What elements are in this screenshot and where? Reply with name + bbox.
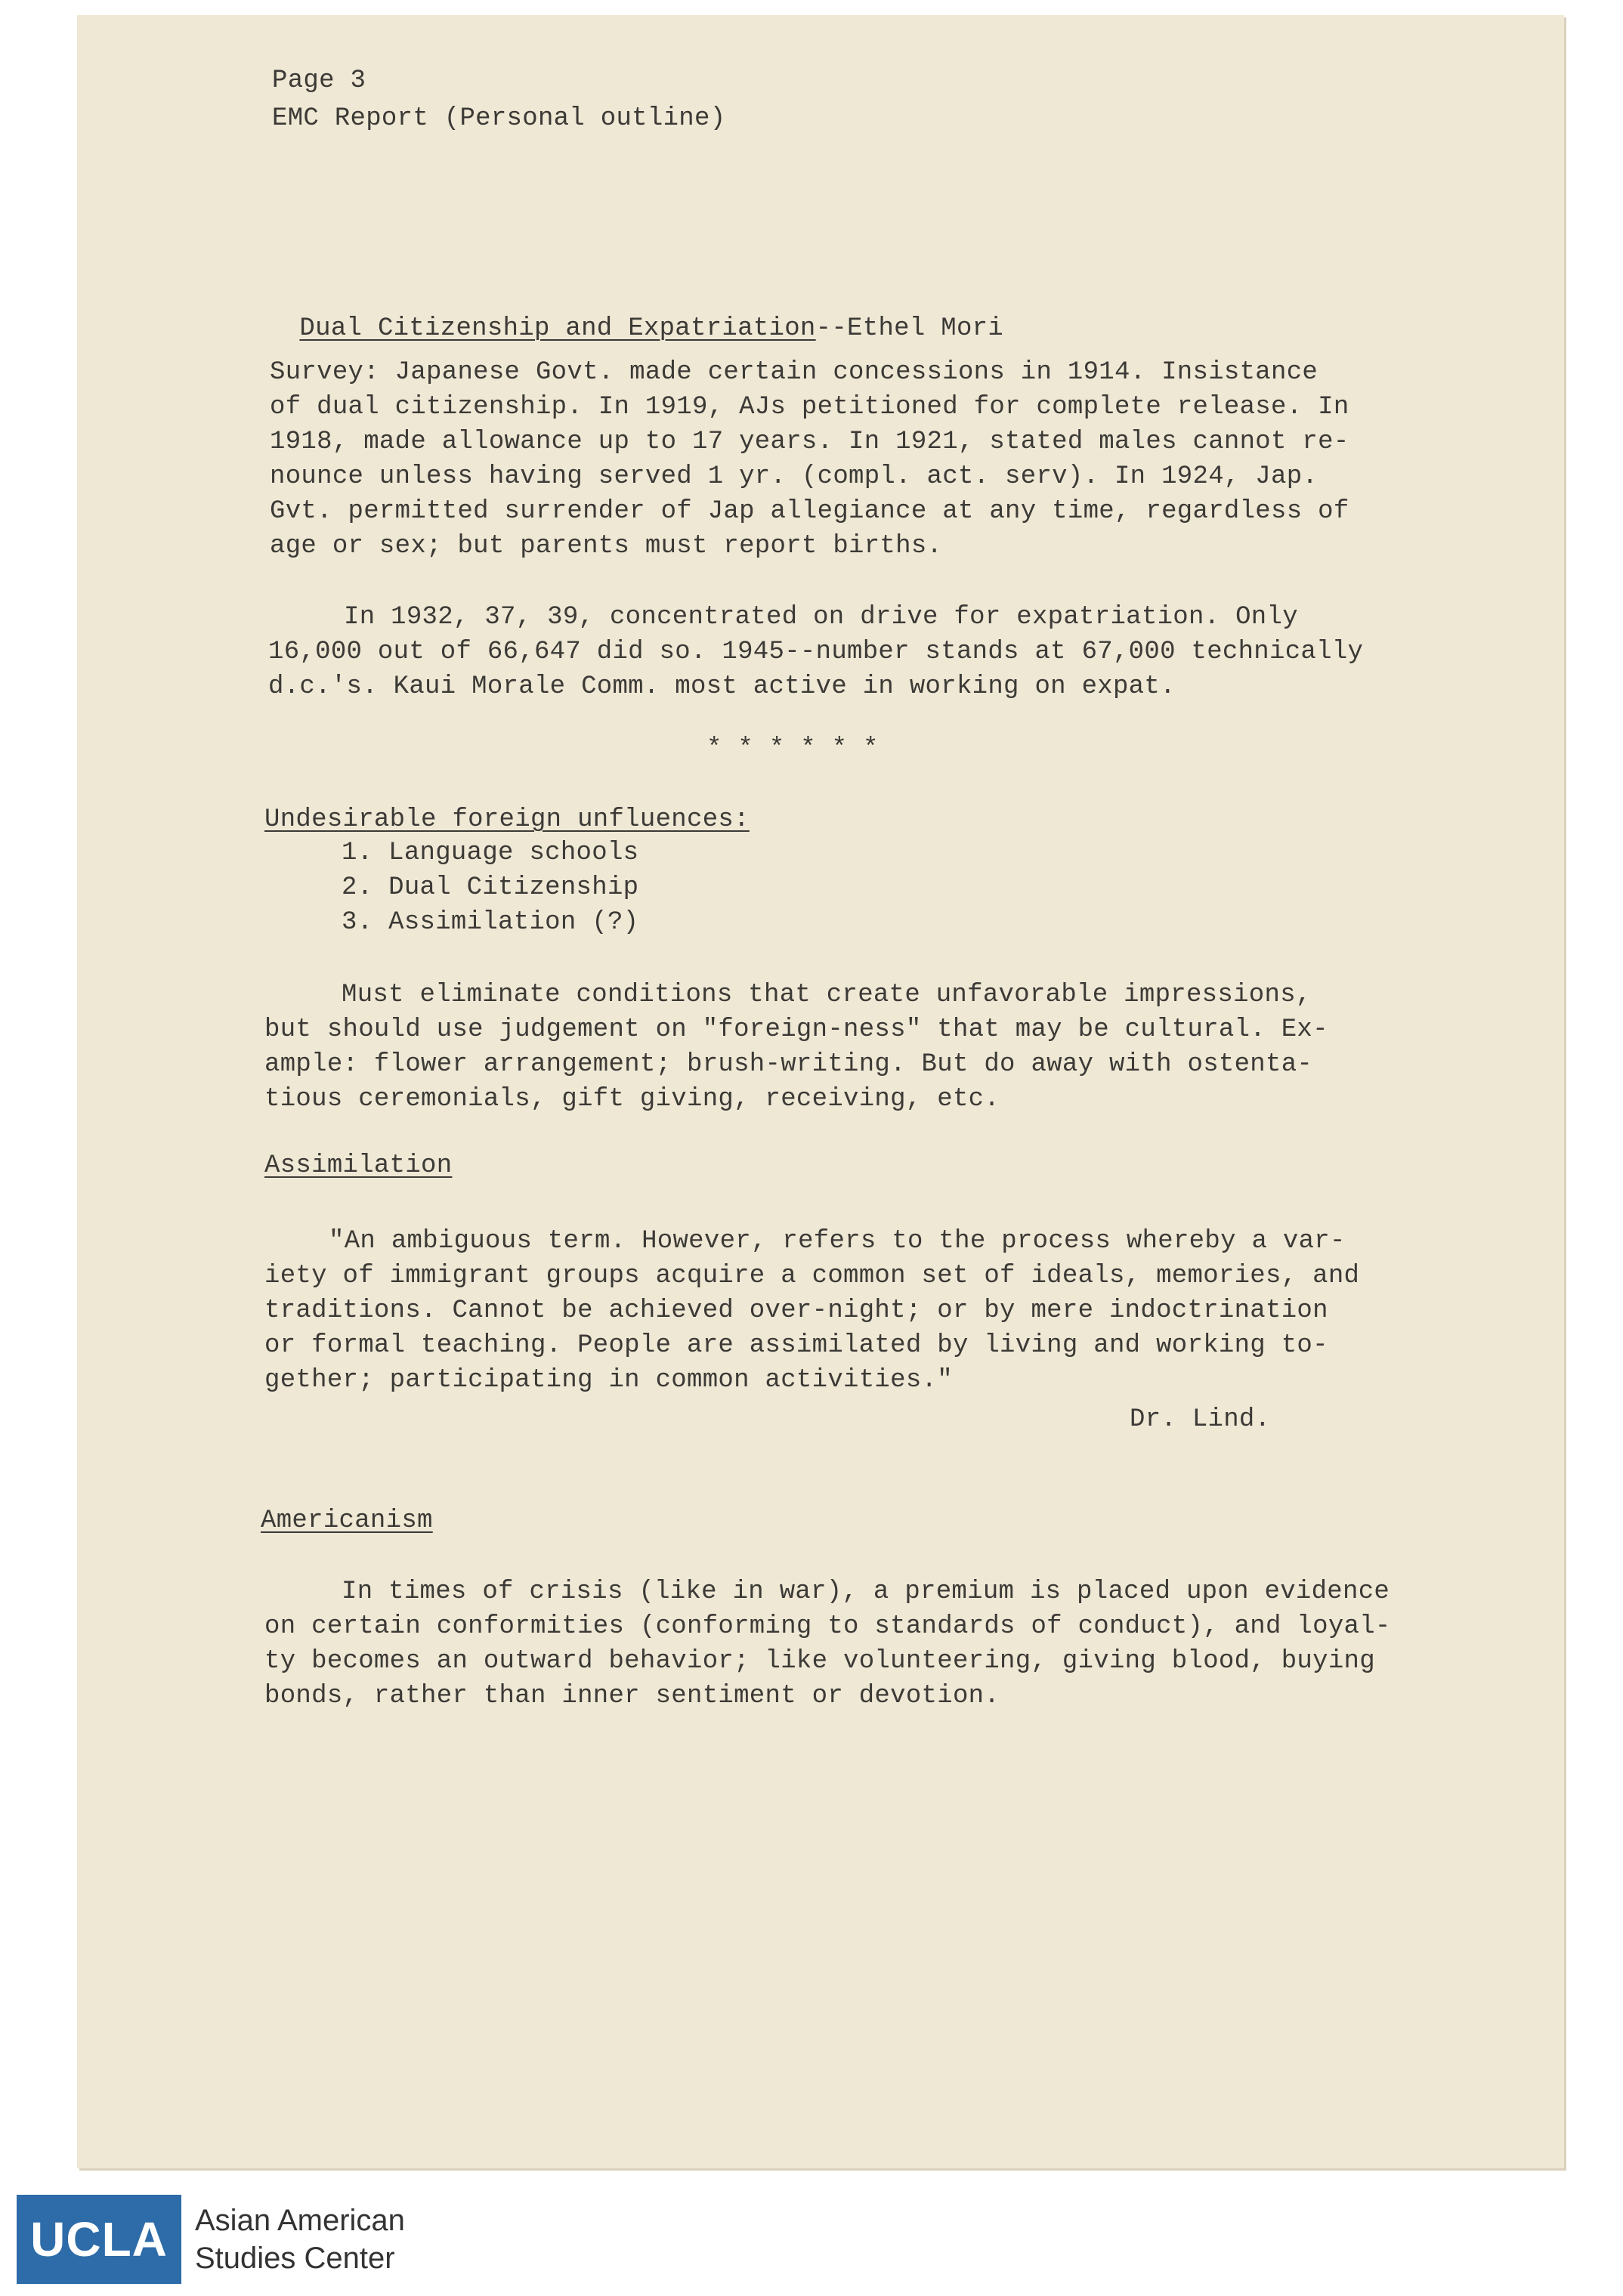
undesirable-p-line-2: but should use judgement on "foreign-ness" that may be cultural. Ex- [264, 1015, 1328, 1044]
page-number: Page 3 [272, 66, 366, 95]
dual-p1-line-1: Survey: Japanese Govt. made certain concessions in 1914. Insistance [270, 358, 1318, 387]
undesirable-item-2: 2. Dual Citizenship [342, 873, 639, 902]
assimilation-quote-line-5: gether; participating in common activities." [264, 1366, 953, 1395]
dual-p2-line-1: In 1932, 37, 39, concentrated on drive for expatriation. Only [344, 603, 1298, 632]
undesirable-item-3: 3. Assimilation (?) [342, 908, 639, 937]
americanism-p-line-2: on certain conformities (conforming to standards of conduct), and loyal- [264, 1612, 1391, 1641]
undesirable-item-1: 1. Language schools [342, 839, 639, 867]
assimilation-heading: Assimilation [264, 1151, 453, 1180]
dual-p2-line-3: d.c.'s. Kaui Morale Comm. most active in working on expat. [268, 672, 1176, 701]
dual-p1-line-3: 1918, made allowance up to 17 years. In 1921, stated males cannot re- [270, 428, 1349, 456]
americanism-p-line-1: In times of crisis (like in war), a premium is placed upon evidence [342, 1578, 1390, 1606]
undesirable-heading: Undesirable foreign unfluences: [264, 805, 750, 834]
americanism-p-line-3: ty becomes an outward behavior; like volunteering, giving blood, buying [264, 1647, 1375, 1676]
americanism-p-line-4: bonds, rather than inner sentiment or devotion. [264, 1682, 1000, 1710]
dual-citizenship-heading [268, 277, 1003, 346]
report-title: EMC Report (Personal outline) [272, 104, 726, 133]
undesirable-p-line-1: Must eliminate conditions that create unfavorable impressions, [342, 981, 1312, 1009]
section-separator-stars: * * * * * * [706, 734, 879, 763]
dual-p1-line-4: nounce unless having served 1 yr. (compl. act. serv). In 1924, Jap. [270, 462, 1318, 491]
center-name [195, 2202, 405, 2277]
center-name-line-2: Studies Center [195, 2242, 395, 2275]
assimilation-quote-line-2: iety of immigrant groups acquire a common set of ideals, memories, and [264, 1262, 1360, 1290]
undesirable-p-line-4: tious ceremonials, gift giving, receiving, etc. [264, 1085, 1000, 1114]
dual-citizenship-heading-text: Dual Citizenship and Expatriation [299, 314, 816, 343]
americanism-heading: Americanism [261, 1506, 433, 1535]
assimilation-quote-line-3: traditions. Cannot be achieved over-night; or by mere indoctrination [264, 1296, 1328, 1325]
dual-p1-line-6: age or sex; but parents must report births. [270, 532, 943, 561]
footer-branding [17, 2195, 405, 2284]
dual-p1-line-2: of dual citizenship. In 1919, AJs petitioned for complete release. In [270, 393, 1349, 422]
assimilation-attribution: Dr. Lind. [1130, 1405, 1271, 1434]
undesirable-p-line-3: ample: flower arrangement; brush-writing. But do away with ostenta- [264, 1050, 1313, 1079]
dual-p1-line-5: Gvt. permitted surrender of Jap allegiance at any time, regardless of [270, 497, 1349, 526]
ucla-logo: UCLA [17, 2195, 181, 2284]
assimilation-quote-line-1: "An ambiguous term. However, refers to the process whereby a var- [329, 1227, 1346, 1256]
dual-p2-line-2: 16,000 out of 66,647 did so. 1945--number stands at 67,000 technically [268, 638, 1364, 666]
center-name-line-1: Asian American [195, 2204, 405, 2237]
dual-citizenship-author: --Ethel Mori [815, 314, 1004, 343]
assimilation-quote-line-4: or formal teaching. People are assimilated by living and working to- [264, 1331, 1328, 1360]
